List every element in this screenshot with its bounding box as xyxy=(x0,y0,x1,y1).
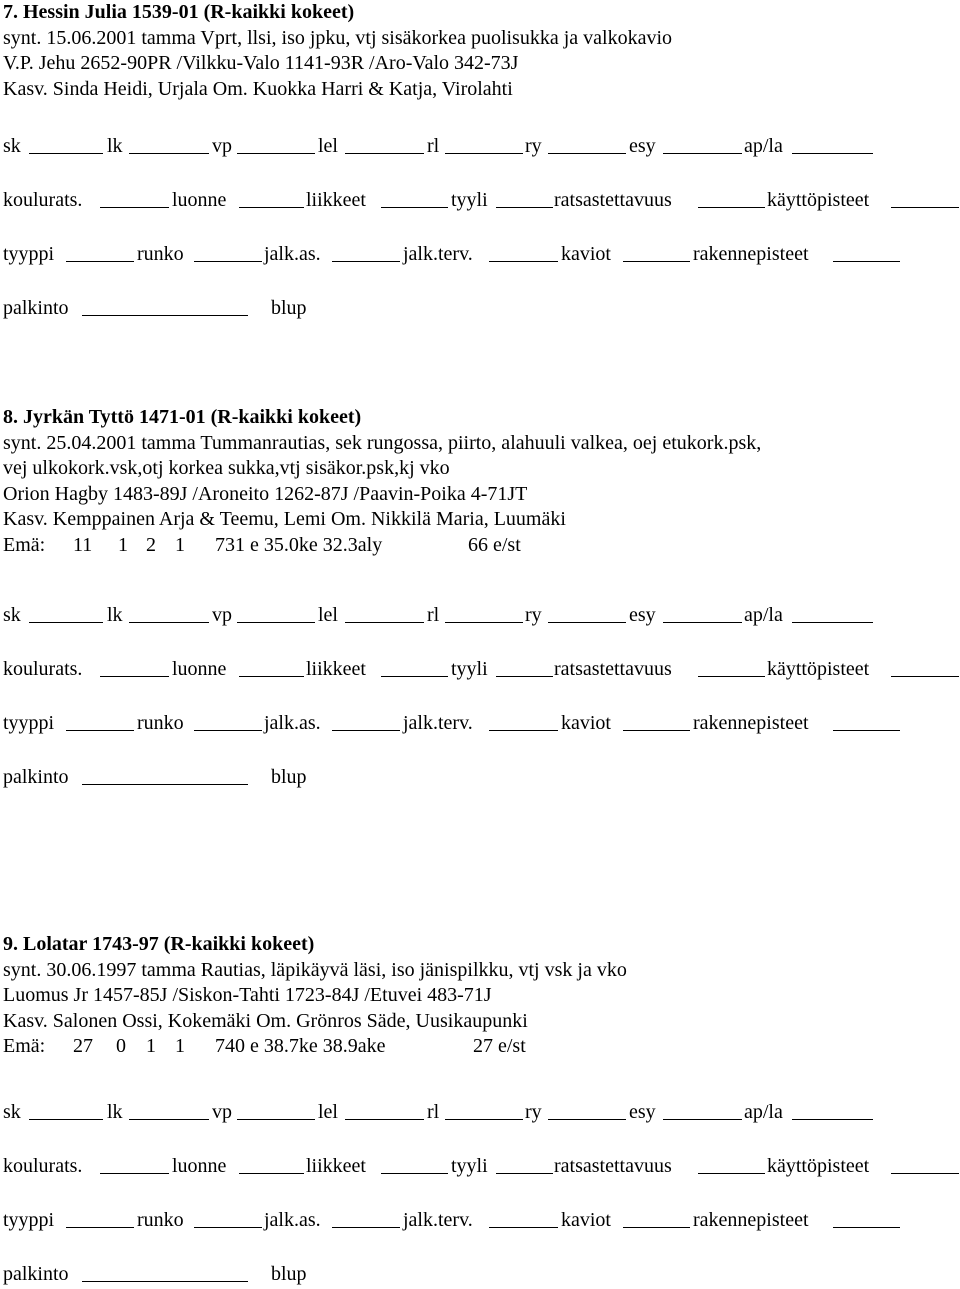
score-row-1 xyxy=(3,1097,953,1127)
label-lel: lel xyxy=(318,135,338,157)
label-vp: vp xyxy=(212,1101,232,1123)
label-lk: lk xyxy=(107,604,123,626)
blank-rl[interactable] xyxy=(445,622,523,623)
label-blup: blup xyxy=(271,297,307,319)
score-row-2 xyxy=(3,1151,953,1181)
blank-ry[interactable] xyxy=(548,622,626,623)
entry-info-line: Kasv. Sinda Heidi, Urjala Om. Kuokka Harri & Katja, Virolahti xyxy=(3,77,513,100)
label-kayttopisteet: käyttöpisteet xyxy=(767,658,870,680)
blank-lk[interactable] xyxy=(129,622,209,623)
entry-title: 8. Jyrkän Tyttö 1471-01 (R-kaikki kokeet) xyxy=(3,406,362,428)
score-row-1 xyxy=(3,131,953,161)
blank-jalkterv[interactable] xyxy=(489,261,558,262)
entry-7 xyxy=(3,0,953,319)
blank-koulurats[interactable] xyxy=(100,207,169,208)
dam-record: 731 e 35.0ke 32.3aly xyxy=(215,533,383,556)
label-jalkas: jalk.as. xyxy=(264,243,321,265)
blank-palkinto[interactable] xyxy=(82,315,248,316)
label-tyyli: tyyli xyxy=(451,189,488,211)
blank-lel[interactable] xyxy=(345,622,424,623)
blank-liikkeet[interactable] xyxy=(381,1173,448,1174)
blank-luonne[interactable] xyxy=(239,1173,304,1174)
label-rl: rl xyxy=(427,135,440,157)
label-koulurats: koulurats. xyxy=(3,1155,83,1177)
entry-info-line: Luomus Jr 1457-85J /Siskon-Tahti 1723-84J /Etuvei 483-71J xyxy=(3,984,492,1006)
label-runko: runko xyxy=(137,243,184,265)
blank-sk[interactable] xyxy=(29,153,103,154)
label-luonne: luonne xyxy=(172,1155,227,1177)
blank-lk[interactable] xyxy=(129,153,209,154)
entry-info-line: Orion Hagby 1483-89J /Aroneito 1262-87J /Paavin-Poika 4-71JT xyxy=(3,482,528,505)
blank-ry[interactable] xyxy=(548,153,626,154)
score-row-3 xyxy=(3,1205,953,1235)
blank-ratsastettavuus[interactable] xyxy=(698,1173,765,1174)
blank-esy[interactable] xyxy=(663,1119,742,1120)
label-tyyppi: tyyppi xyxy=(3,1209,55,1231)
blank-jalkas[interactable] xyxy=(332,261,400,262)
label-liikkeet: liikkeet xyxy=(306,658,366,680)
label-apla: ap/la xyxy=(744,1101,783,1123)
entry-info-line: synt. 15.06.2001 tamma Vprt, llsi, iso jpku, vtj sisäkorkea puolisukka ja valkokavio xyxy=(3,26,673,49)
label-lel: lel xyxy=(318,604,338,626)
blank-vp[interactable] xyxy=(237,622,315,623)
blank-rakennepisteet[interactable] xyxy=(833,261,900,262)
dam-stat: 0 xyxy=(116,1035,126,1057)
label-esy: esy xyxy=(629,1101,656,1123)
dam-stat: 1 xyxy=(118,533,128,556)
entry-title: 9. Lolatar 1743-97 (R-kaikki kokeet) xyxy=(3,933,315,955)
blank-sk[interactable] xyxy=(29,1119,103,1120)
label-jalkas: jalk.as. xyxy=(264,712,321,734)
label-liikkeet: liikkeet xyxy=(306,1155,366,1177)
blank-koulurats[interactable] xyxy=(100,1173,169,1174)
dam-stat: 1 xyxy=(175,1035,185,1057)
dam-stat: 1 xyxy=(175,533,185,556)
blank-luonne[interactable] xyxy=(239,676,304,677)
dam-record-line xyxy=(3,533,953,559)
blank-ratsastettavuus[interactable] xyxy=(698,676,765,677)
score-form xyxy=(3,600,953,792)
blank-esy[interactable] xyxy=(663,622,742,623)
label-rakennepisteet: rakennepisteet xyxy=(693,243,809,265)
label-koulurats: koulurats. xyxy=(3,189,83,211)
label-blup: blup xyxy=(271,766,307,788)
dam-stat: 2 xyxy=(146,533,156,556)
blank-tyyppi[interactable] xyxy=(66,261,134,262)
label-lk: lk xyxy=(107,135,123,157)
label-rl: rl xyxy=(427,1101,440,1123)
label-runko: runko xyxy=(137,712,184,734)
blank-lel[interactable] xyxy=(345,153,424,154)
label-koulurats: koulurats. xyxy=(3,658,83,680)
dam-record-line xyxy=(3,1034,953,1060)
label-palkinto: palkinto xyxy=(3,297,69,319)
blank-tyyli[interactable] xyxy=(496,1173,553,1174)
label-tyyli: tyyli xyxy=(451,1155,488,1177)
blank-tyyli[interactable] xyxy=(496,207,553,208)
label-sk: sk xyxy=(3,1101,21,1123)
label-apla: ap/la xyxy=(744,135,783,157)
blank-kaviot[interactable] xyxy=(623,261,690,262)
score-form xyxy=(3,1097,953,1289)
label-rakennepisteet: rakennepisteet xyxy=(693,712,809,734)
blank-tyyli[interactable] xyxy=(496,676,553,677)
label-palkinto: palkinto xyxy=(3,766,69,788)
label-luonne: luonne xyxy=(172,658,227,680)
entry-title: 7. Hessin Julia 1539-01 (R-kaikki kokeet) xyxy=(3,1,355,23)
blank-rakennepisteet[interactable] xyxy=(833,730,900,731)
blank-liikkeet[interactable] xyxy=(381,207,448,208)
blank-apla[interactable] xyxy=(792,622,873,623)
blank-lel[interactable] xyxy=(345,1119,424,1120)
score-row-3 xyxy=(3,708,953,738)
label-ry: ry xyxy=(525,1101,542,1123)
label-lel: lel xyxy=(318,1101,338,1123)
label-kaviot: kaviot xyxy=(561,243,611,265)
entry-info-line: synt. 30.06.1997 tamma Rautias, läpikäyvä läsi, iso jänispilkku, vtj vsk ja vko xyxy=(3,958,627,981)
label-kayttopisteet: käyttöpisteet xyxy=(767,1155,870,1177)
blank-lk[interactable] xyxy=(129,1119,209,1120)
label-esy: esy xyxy=(629,604,656,626)
label-runko: runko xyxy=(137,1209,184,1231)
blank-jalkas[interactable] xyxy=(332,730,400,731)
dam-earnings: 27 e/st xyxy=(473,1035,526,1057)
label-blup: blup xyxy=(271,1263,307,1285)
label-esy: esy xyxy=(629,135,656,157)
label-luonne: luonne xyxy=(172,189,227,211)
dam-label: Emä: xyxy=(3,1035,46,1057)
score-row-3 xyxy=(3,239,953,269)
score-row-4 xyxy=(3,1259,953,1289)
score-form xyxy=(3,131,953,323)
blank-kaviot[interactable] xyxy=(623,1227,690,1228)
blank-jalkterv[interactable] xyxy=(489,1227,558,1228)
label-palkinto: palkinto xyxy=(3,1263,69,1285)
dam-stat: 27 xyxy=(73,1035,93,1057)
blank-apla[interactable] xyxy=(792,1119,873,1120)
label-ratsastettavuus: ratsastettavuus xyxy=(554,658,672,680)
blank-rl[interactable] xyxy=(445,1119,523,1120)
blank-palkinto[interactable] xyxy=(82,784,248,785)
label-tyyppi: tyyppi xyxy=(3,243,55,265)
blank-jalkterv[interactable] xyxy=(489,730,558,731)
blank-rakennepisteet[interactable] xyxy=(833,1227,900,1228)
entry-9 xyxy=(3,932,953,1285)
label-rl: rl xyxy=(427,604,440,626)
score-row-4 xyxy=(3,293,953,323)
label-ratsastettavuus: ratsastettavuus xyxy=(554,1155,672,1177)
dam-label: Emä: xyxy=(3,533,46,556)
blank-kayttopisteet[interactable] xyxy=(891,1173,959,1174)
label-kayttopisteet: käyttöpisteet xyxy=(767,189,870,211)
blank-jalkas[interactable] xyxy=(332,1227,400,1228)
score-row-2 xyxy=(3,654,953,684)
label-sk: sk xyxy=(3,135,21,157)
label-ratsastettavuus: ratsastettavuus xyxy=(554,189,672,211)
dam-record: 740 e 38.7ke 38.9ake xyxy=(215,1035,386,1057)
label-jalkterv: jalk.terv. xyxy=(403,243,473,265)
entry-info-line: Kasv. Salonen Ossi, Kokemäki Om. Grönros Säde, Uusikaupunki xyxy=(3,1009,528,1032)
label-tyyli: tyyli xyxy=(451,658,488,680)
blank-koulurats[interactable] xyxy=(100,676,169,677)
label-kaviot: kaviot xyxy=(561,712,611,734)
dam-stat: 11 xyxy=(73,533,93,556)
blank-kaviot[interactable] xyxy=(623,730,690,731)
blank-tyyppi[interactable] xyxy=(66,1227,134,1228)
entry-info-line: synt. 25.04.2001 tamma Tummanrautias, sek rungossa, piirto, alahuuli valkea, oej etukork.psk, xyxy=(3,431,762,454)
score-row-2 xyxy=(3,185,953,215)
blank-apla[interactable] xyxy=(792,153,873,154)
dam-earnings: 66 e/st xyxy=(468,533,521,556)
blank-ry[interactable] xyxy=(548,1119,626,1120)
label-liikkeet: liikkeet xyxy=(306,189,366,211)
label-ry: ry xyxy=(525,135,542,157)
blank-tyyppi[interactable] xyxy=(66,730,134,731)
blank-palkinto[interactable] xyxy=(82,1281,248,1282)
score-row-1 xyxy=(3,600,953,630)
label-kaviot: kaviot xyxy=(561,1209,611,1231)
label-ry: ry xyxy=(525,604,542,626)
label-jalkterv: jalk.terv. xyxy=(403,712,473,734)
entry-info-line: vej ulkokork.vsk,otj korkea sukka,vtj sisäkor.psk,kj vko xyxy=(3,457,450,479)
label-vp: vp xyxy=(212,604,232,626)
blank-rl[interactable] xyxy=(445,153,523,154)
blank-liikkeet[interactable] xyxy=(381,676,448,677)
entry-info-line: Kasv. Kemppainen Arja & Teemu, Lemi Om. Nikkilä Maria, Luumäki xyxy=(3,508,566,530)
dam-stat: 1 xyxy=(146,1035,156,1057)
entry-info-line: V.P. Jehu 2652-90PR /Vilkku-Valo 1141-93R /Aro-Valo 342-73J xyxy=(3,52,519,74)
label-sk: sk xyxy=(3,604,21,626)
score-row-4 xyxy=(3,762,953,792)
label-vp: vp xyxy=(212,135,232,157)
blank-kayttopisteet[interactable] xyxy=(891,207,959,208)
label-jalkterv: jalk.terv. xyxy=(403,1209,473,1231)
blank-vp[interactable] xyxy=(237,153,315,154)
label-lk: lk xyxy=(107,1101,123,1123)
label-jalkas: jalk.as. xyxy=(264,1209,321,1231)
blank-kayttopisteet[interactable] xyxy=(891,676,959,677)
blank-luonne[interactable] xyxy=(239,207,304,208)
blank-vp[interactable] xyxy=(237,1119,315,1120)
blank-ratsastettavuus[interactable] xyxy=(698,207,765,208)
blank-runko[interactable] xyxy=(194,1227,262,1228)
blank-esy[interactable] xyxy=(663,153,742,154)
blank-runko[interactable] xyxy=(194,730,262,731)
blank-sk[interactable] xyxy=(29,622,103,623)
label-apla: ap/la xyxy=(744,604,783,626)
label-rakennepisteet: rakennepisteet xyxy=(693,1209,809,1231)
blank-runko[interactable] xyxy=(194,261,262,262)
label-tyyppi: tyyppi xyxy=(3,712,55,734)
entry-8 xyxy=(3,405,953,788)
